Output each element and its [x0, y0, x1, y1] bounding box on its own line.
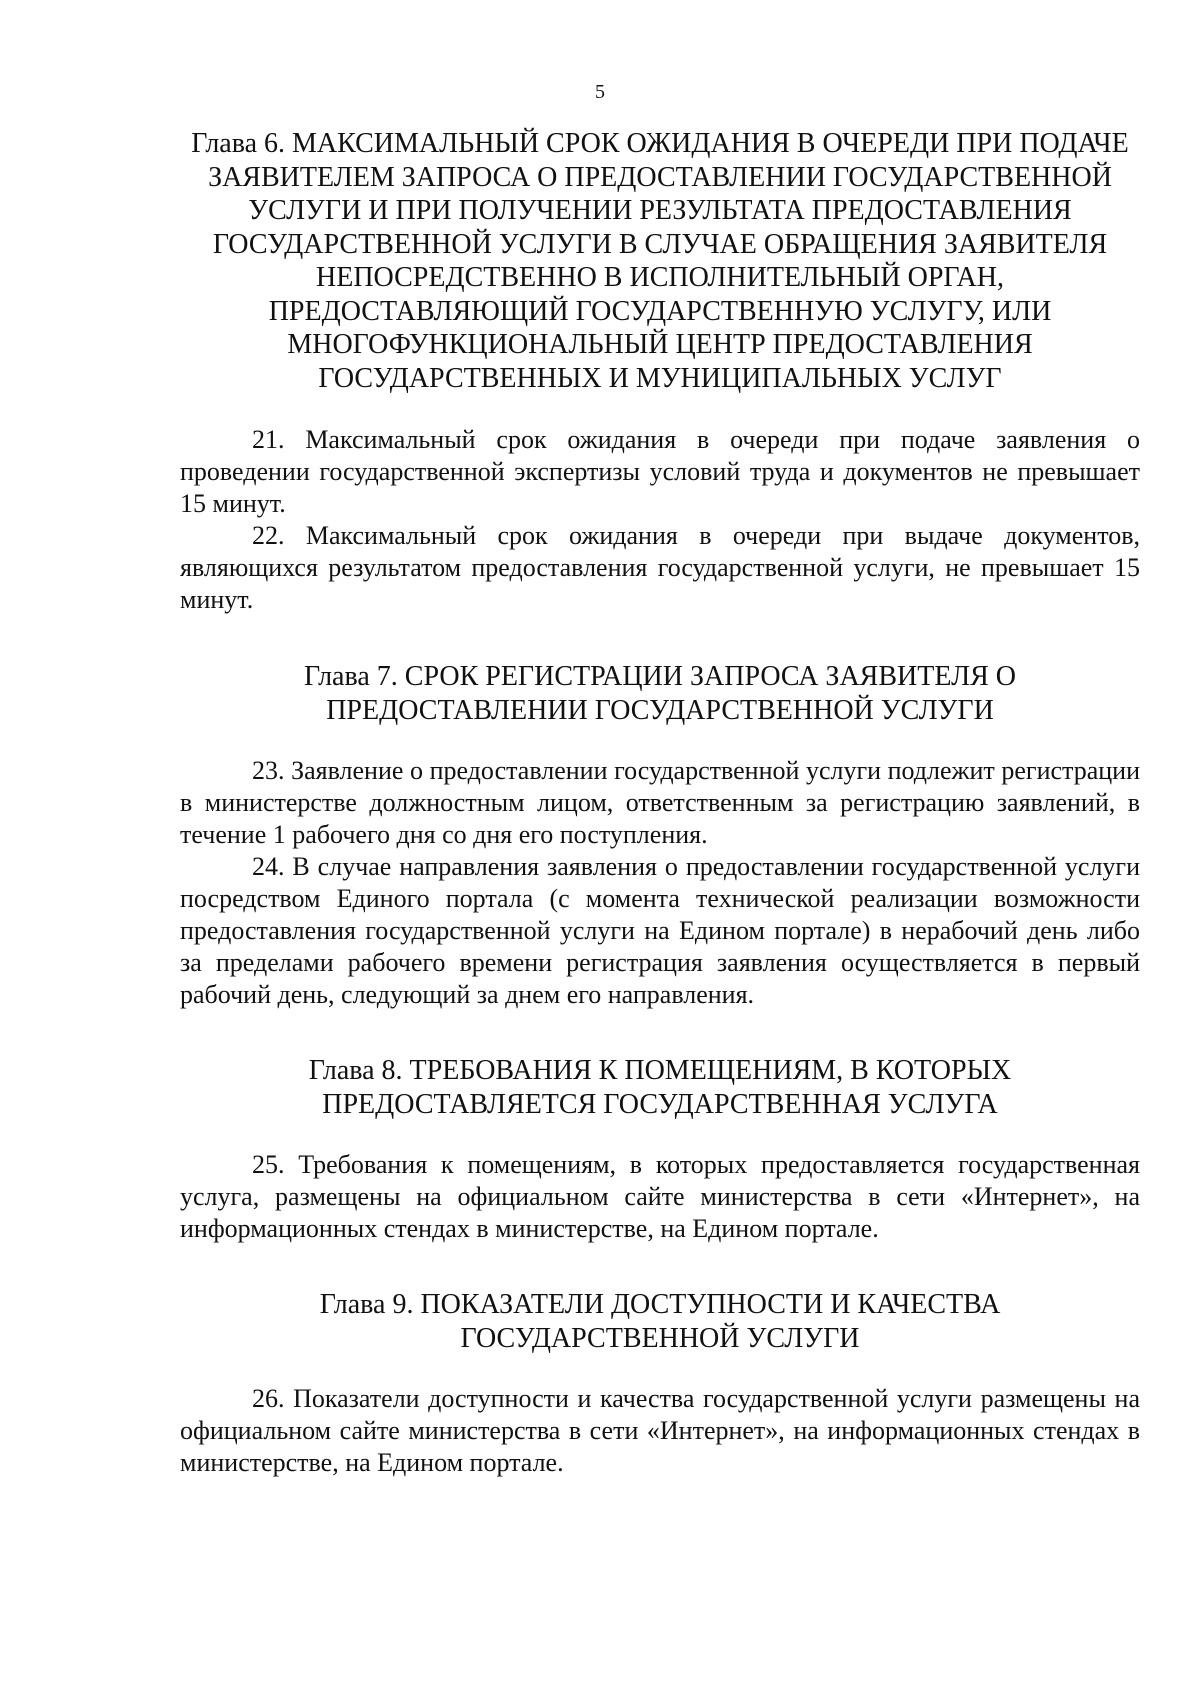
chapter-9-line: ГОСУДАРСТВЕННОЙ УСЛУГИ: [460, 1322, 860, 1354]
chapter-6-line: УСЛУГИ И ПРИ ПОЛУЧЕНИИ РЕЗУЛЬТАТА ПРЕДОСТАВЛЕНИЯ: [248, 195, 1072, 226]
page-number: 5: [595, 81, 605, 103]
document-body: [180, 127, 1140, 1479]
chapter-9-heading: [180, 1288, 1140, 1355]
chapter-6-line: НЕПОСРЕДСТВЕННО В ИСПОЛНИТЕЛЬНЫЙ ОРГАН,: [316, 262, 1004, 293]
paragraph-23: 23. Заявление о предоставлении государственной услуги подлежит регистрации в министерстве должностным лицом, ответственным за регистрацию заявлений, в течение 1 рабочего дня со дня его поступления.: [180, 756, 1140, 849]
paragraph-26: 26. Показатели доступности и качества государственной услуги размещены на официальном сайте министерства в сети «Интернет», на информационных стендах в министерстве, на Едином портале.: [180, 1384, 1140, 1477]
chapter-9-line: Глава 9. ПОКАЗАТЕЛИ ДОСТУПНОСТИ И КАЧЕСТВА: [319, 1289, 1001, 1320]
chapter-6-line: МНОГОФУНКЦИОНАЛЬНЫЙ ЦЕНТР ПРЕДОСТАВЛЕНИЯ: [287, 329, 1033, 360]
chapter-6-line: ПРЕДОСТАВЛЯЮЩИЙ ГОСУДАРСТВЕННУЮ УСЛУГУ, ИЛИ: [268, 295, 1052, 327]
chapter-7-line: Глава 7. СРОК РЕГИСТРАЦИИ ЗАПРОСА ЗАЯВИТЕЛЯ О: [304, 661, 1016, 692]
chapter-8-heading: [180, 1054, 1140, 1121]
chapter-8-line: Глава 8. ТРЕБОВАНИЯ К ПОМЕЩЕНИЯМ, В КОТОРЫХ: [308, 1055, 1012, 1086]
chapter-7-heading: [180, 660, 1140, 727]
chapter-6-line: ГОСУДАРСТВЕННОЙ УСЛУГИ В СЛУЧАЕ ОБРАЩЕНИЯ ЗАЯВИТЕЛЯ: [212, 228, 1108, 260]
chapter-6-line: ГОСУДАРСТВЕННЫХ И МУНИЦИПАЛЬНЫХ УСЛУГ: [318, 362, 1002, 394]
paragraph-24: 24. В случае направления заявления о предоставлении государственной услуги посредством Единого портала (с момента технической реализации возможности предоставления государственной услуги на Едином портале) в нерабочий день либо за пределами рабочего времени регистрация заявления осуществляется в первый рабочий день, следующий за днем его направления.: [180, 852, 1140, 1009]
paragraph-25: 25. Требования к помещениям, в которых предоставляется государственная услуга, размещены на официальном сайте министерства в сети «Интернет», на информационных стендах в министерстве, на Едином портале.: [180, 1150, 1140, 1243]
paragraph-22: 22. Максимальный срок ожидания в очереди при выдаче документов, являющихся результатом предоставления государственной услуги, не превышает 15 минут.: [180, 521, 1140, 614]
chapter-8-line: ПРЕДОСТАВЛЯЕТСЯ ГОСУДАРСТВЕННАЯ УСЛУГА: [322, 1088, 998, 1120]
chapter-6-line: Глава 6. МАКСИМАЛЬНЫЙ СРОК ОЖИДАНИЯ В ОЧЕРЕДИ ПРИ ПОДАЧЕ: [191, 128, 1129, 159]
chapter-7-line: ПРЕДОСТАВЛЕНИИ ГОСУДАРСТВЕННОЙ УСЛУГИ: [326, 694, 994, 726]
chapter-6-line: ЗАЯВИТЕЛЕМ ЗАПРОСА О ПРЕДОСТАВЛЕНИИ ГОСУДАРСТВЕННОЙ: [208, 161, 1112, 193]
chapter-6-heading: [180, 127, 1140, 395]
paragraph-21: 21. Максимальный срок ожидания в очереди при подаче заявления о проведении государственной экспертизы условий труда и документов не превышает 15 минут.: [180, 425, 1140, 518]
